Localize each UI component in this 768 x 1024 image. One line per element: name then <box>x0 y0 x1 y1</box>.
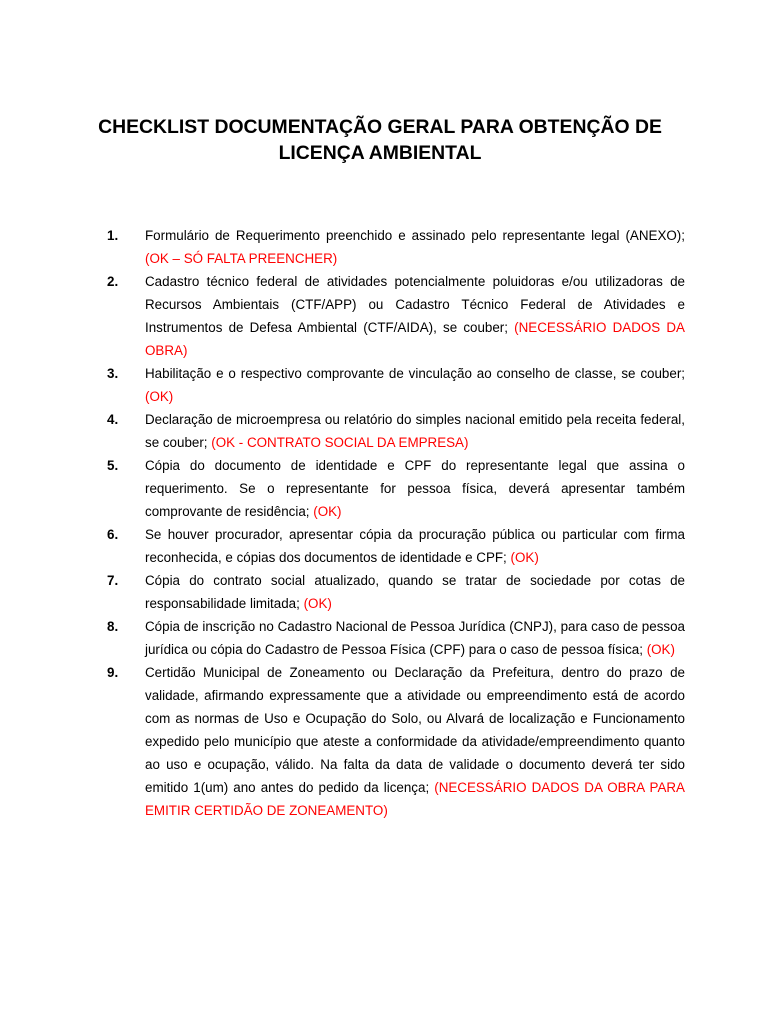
item-number: 6. <box>107 527 119 542</box>
title-line-2: LICENÇA AMBIENTAL <box>278 142 482 164</box>
checklist-item-7 <box>0 569 768 615</box>
item-text: Se houver procurador, apresentar cópia da procuração pública ou particular com firma reconhecida, e cópias dos documentos de identidade e CPF; <box>145 527 685 565</box>
checklist-item-2 <box>0 270 768 362</box>
item-number: 8. <box>107 619 119 634</box>
checklist-item-6 <box>0 523 768 569</box>
item-text-block <box>145 270 685 362</box>
item-text: Cópia do documento de identidade e CPF do representante legal que assina o requerimento. Se o representante for pessoa física, deverá apresentar também comprovante de residência; <box>145 458 685 519</box>
item-status: (OK – SÓ FALTA PREENCHER) <box>145 251 338 266</box>
document-title <box>60 114 700 166</box>
item-text-block <box>145 454 685 523</box>
item-text: Formulário de Requerimento preenchido e assinado pelo representante legal (ANEXO); <box>145 228 685 243</box>
item-text-block <box>145 362 685 408</box>
item-status: (NECESSÁRIO DADOS DA OBRA PARA EMITIR CERTIDÃO DE ZONEAMENTO) <box>145 780 685 818</box>
item-text-block <box>145 523 685 569</box>
item-number: 9. <box>107 665 119 680</box>
item-number: 3. <box>107 366 119 381</box>
title-line-1: CHECKLIST DOCUMENTAÇÃO GERAL PARA OBTENÇÃO DE <box>98 116 662 138</box>
item-text: Cópia do contrato social atualizado, quando se tratar de sociedade por cotas de responsabilidade limitada; <box>145 573 685 611</box>
item-status: (OK) <box>303 596 332 611</box>
item-number: 2. <box>107 274 119 289</box>
item-status: (NECESSÁRIO DADOS DA OBRA) <box>145 320 685 358</box>
item-text-block <box>145 661 685 822</box>
item-status: (OK) <box>510 550 539 565</box>
item-text-block <box>145 224 685 270</box>
item-text: Cópia de inscrição no Cadastro Nacional de Pessoa Jurídica (CNPJ), para caso de pessoa jurídica ou cópia do Cadastro de Pessoa Física (CPF) para o caso de pessoa física; <box>145 619 685 657</box>
checklist-item-9 <box>0 661 768 822</box>
checklist-item-8 <box>0 615 768 661</box>
item-text-block <box>145 569 685 615</box>
item-number: 4. <box>107 412 119 427</box>
item-text: Habilitação e o respectivo comprovante de vinculação ao conselho de classe, se couber; <box>145 366 685 381</box>
item-status: (OK - CONTRATO SOCIAL DA EMPRESA) <box>211 435 469 450</box>
item-text: Declaração de microempresa ou relatório do simples nacional emitido pela receita federal, se couber; <box>145 412 685 450</box>
item-text-block <box>145 408 685 454</box>
checklist-item-1 <box>0 224 768 270</box>
item-text-block <box>145 615 685 661</box>
checklist <box>0 224 768 822</box>
item-text: Cadastro técnico federal de atividades potencialmente poluidoras e/ou utilizadoras de Recursos Ambientais (CTF/APP) ou Cadastro Técnico Federal de Atividades e Instrumentos de Defesa Ambiental (CTF/AIDA), se couber; <box>145 274 685 335</box>
item-status: (OK) <box>313 504 342 519</box>
item-text: Certidão Municipal de Zoneamento ou Declaração da Prefeitura, dentro do prazo de validade, afirmando expressamente que a atividade ou empreendimento está de acordo com as normas de Uso e Ocupação do Solo, ou Alvará de localização e Funcionamento expedido pelo município que ateste a conformidade da atividade/empreendimento quanto ao uso e ocupação, válido. Na falta da data de validade o documento deverá ter sido emitido 1(um) ano antes do pedido da licença; <box>145 665 685 795</box>
checklist-item-5 <box>0 454 768 523</box>
checklist-item-4 <box>0 408 768 454</box>
item-number: 1. <box>107 228 119 243</box>
item-number: 7. <box>107 573 119 588</box>
item-status: (OK) <box>646 642 675 657</box>
item-status: (OK) <box>145 389 174 404</box>
checklist-item-3 <box>0 362 768 408</box>
item-number: 5. <box>107 458 119 473</box>
